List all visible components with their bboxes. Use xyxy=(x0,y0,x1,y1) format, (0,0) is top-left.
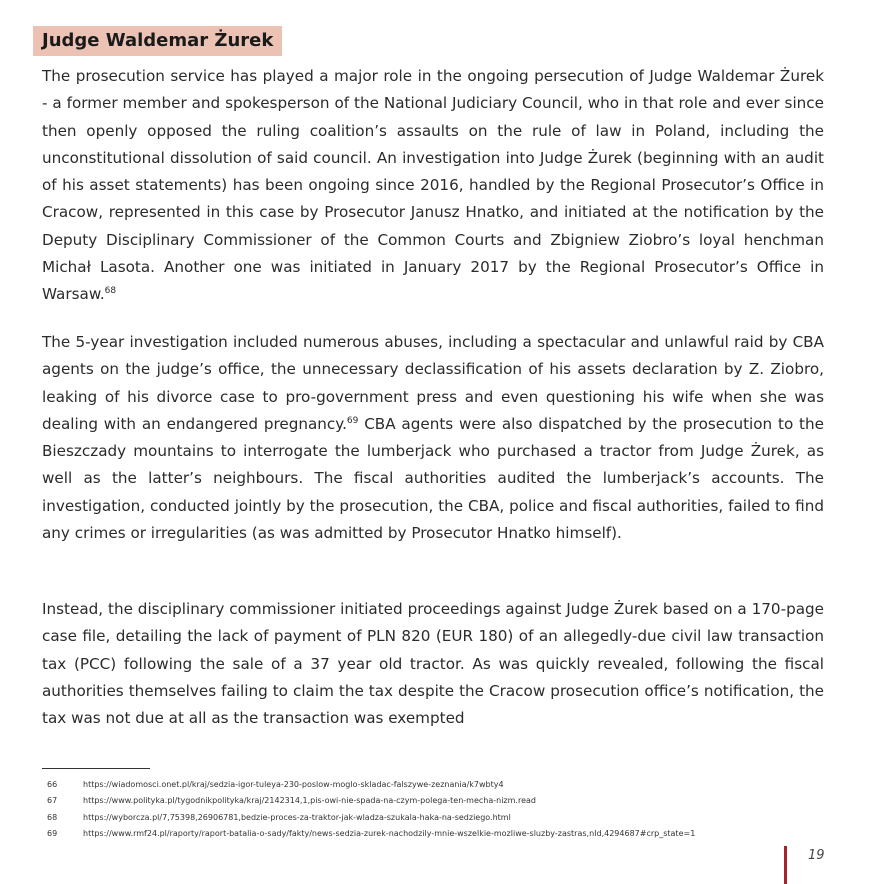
footnote-number: 66 xyxy=(47,780,58,789)
footnote-link[interactable]: https://wiadomosci.onet.pl/kraj/sedzia-igor-tuleya-230-poslow-moglo-skladac-falszywe-zeznania/k7wbty4 xyxy=(83,780,504,789)
footnote xyxy=(42,777,842,793)
footnote xyxy=(42,793,842,809)
page-accent-bar xyxy=(784,846,787,884)
footnote-number: 67 xyxy=(47,796,58,806)
paragraph-3 xyxy=(42,596,824,732)
paragraph-2-text-b: CBA agents were also dispatched by the prosecution to the Bieszczady mountains to interrogate the lumberjack who purchased a tractor from Judge Żurek, as well as the latter’s neighbours. The fiscal authorities audited the lumberjack’s accounts. The investigation, conducted jointly by the prosecution, the CBA, police and fiscal authorities, failed to find any crimes or irregularities (as was admitted by Prosecutor Hnatko himself). xyxy=(42,414,824,543)
footnote-ref-68[interactable]: 68 xyxy=(104,286,117,297)
paragraph-3-text: Instead, the disciplinary commissioner initiated proceedings against Judge Żurek based on a 170-page case file, detailing the lack of payment of PLN 820 (EUR 180) of an allegedly-due civil law transaction tax (PCC) following the sale of a 37 year old tractor. As was quickly revealed, following the fiscal authorities themselves failing to claim the tax despite the Cracow prosecution office’s notification, the tax was not due at all as the transaction was exempted xyxy=(42,600,824,728)
page-number: 19 xyxy=(808,848,825,863)
paragraph-2 xyxy=(42,329,824,547)
footnote-number: 69 xyxy=(47,829,58,839)
footnote-ref-69[interactable]: 69 xyxy=(346,415,359,426)
section-heading: Judge Waldemar Żurek xyxy=(33,26,282,56)
footnote-link[interactable]: https://www.polityka.pl/tygodnikpolityka/kraj/2142314,1,pis-owi-nie-spada-na-czym-polega-ten-mecha-nizm.read xyxy=(83,796,536,806)
footnote-link[interactable]: https://www.rmf24.pl/raporty/raport-batalia-o-sady/fakty/news-sedzia-zurek-nachodzily-mnie-wszelkie-mozliwe-sluzby-zastras,nId,4294687#crp_state=1 xyxy=(83,829,696,839)
footnote-link[interactable]: https://wyborcza.pl/7,75398,26906781,bedzie-proces-za-traktor-jak-wladza-szukala-haka-na-sedziego.html xyxy=(83,812,511,822)
footnote xyxy=(42,810,842,826)
paragraph-1 xyxy=(42,63,824,309)
footnote-number: 68 xyxy=(47,812,58,822)
footnote xyxy=(42,826,842,842)
footnote-divider xyxy=(42,768,150,769)
footnotes xyxy=(42,777,842,843)
paragraph-2-text-a: The 5-year investigation included numerous abuses, including a spectacular and unlawful raid by CBA agents on the judge’s office, the unnecessary declassification of his assets declaration by Z. Ziobro, leaking of his divorce case to pro-government press and even questioning his wife when she was dealing with an endangered pregnancy. xyxy=(42,333,824,433)
paragraph-1-text: The prosecution service has played a major role in the ongoing persecution of Judge Waldemar Żurek - a former member and spokesperson of the National Judiciary Council, who in that role and ever since then openly opposed the ruling coalition’s assaults on the rule of law in Poland, including the unconstitutional dissolution of said council. An investigation into Judge Żurek (beginning with an audit of his asset statements) has been ongoing since 2016, handled by the Regional Prosecutor’s Office in Cracow, represented in this case by Prosecutor Janusz Hnatko, and initiated at the notification by the Deputy Disciplinary Commissioner of the Common Courts and Zbigniew Ziobro’s loyal henchman Michał Lasota. Another one was initiated in January 2017 by the Regional Prosecutor’s Office in Warsaw. xyxy=(42,67,824,304)
